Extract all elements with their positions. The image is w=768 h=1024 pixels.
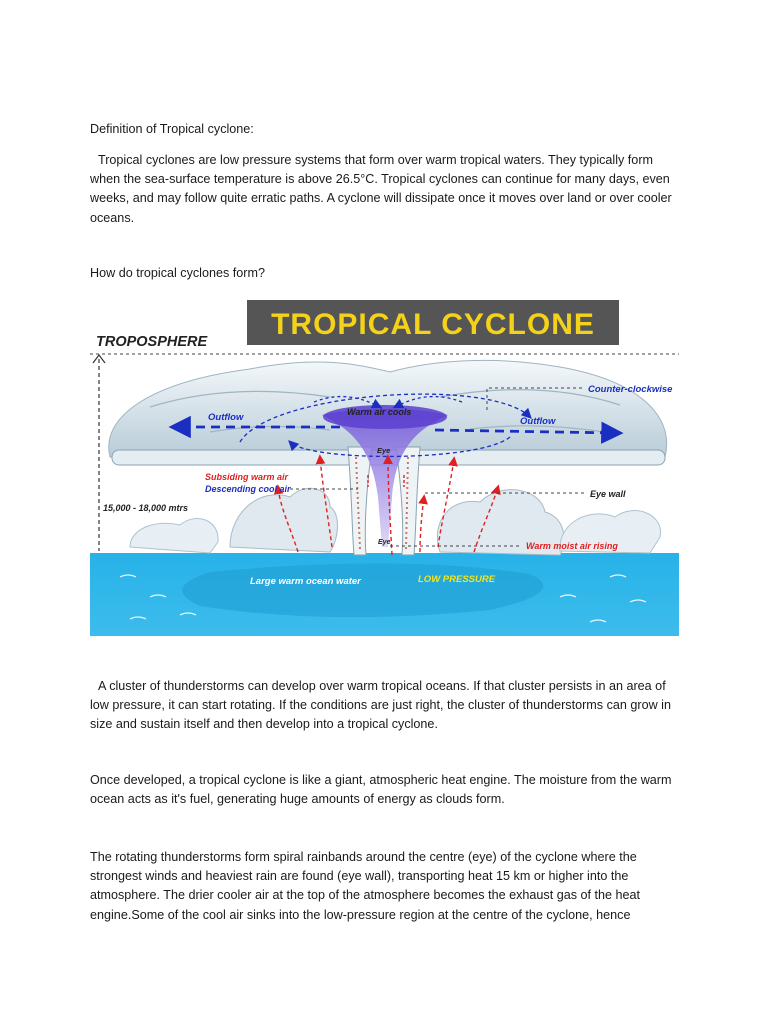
thunderstorm-paragraph: A cluster of thunderstorms can develop over warm tropical oceans. If that cluster persists in an area of low pressure, it can start rotating. If the conditions are just right, the cluster of thunderstorms can grow in size and sustain itself and then develop into a tropical cyclone.: [90, 679, 671, 732]
troposphere-label: TROPOSPHERE: [96, 334, 208, 350]
outflow-right-label: Outflow: [520, 416, 556, 427]
definition-paragraph: Tropical cyclones are low pressure systems that form over warm tropical waters. They typically form when the sea-surface temperature is above 26.5°C. Tropical cyclones can continue for many days, even weeks, and may follow quite erratic paths. A cyclone will dissipate once it moves over land or over cooler oceans.: [90, 153, 672, 225]
ocean-shadow: [182, 563, 543, 617]
rainbands-paragraph: The rotating thunderstorms form spiral rainbands around the centre (eye) of the cyclone where the strongest winds and heaviest rain are found (eye wall), transporting heat 15 km or higher into the atmosphere. The drier cooler air at the top of the atmosphere becomes the exhaust gas of the heat engine.Some of the cool air sinks into the low-pressure region at the centre of the cyclone, hence: [90, 850, 641, 922]
eye-wall-label: Eye wall: [590, 489, 626, 499]
low-pressure-label: LOW PRESSURE: [418, 574, 496, 585]
counter-clockwise-label: Counter-clockwise: [588, 384, 673, 395]
warm-moist-label: Warm moist air rising: [526, 541, 618, 551]
eye-bottom-label: Eye: [378, 539, 391, 546]
height-label: 15,000 - 18,000 mtrs: [103, 503, 189, 513]
heat-engine-paragraph: Once developed, a tropical cyclone is like a giant, atmospheric heat engine. The moisture from the warm ocean acts as it's fuel, generating huge amounts of energy as clouds form.: [90, 773, 672, 807]
outflow-left-label: Outflow: [208, 412, 244, 423]
subsiding-label: Subsiding warm air: [205, 472, 289, 482]
tropical-cyclone-diagram: [90, 297, 679, 636]
diagram-title: TROPICAL CYCLONE: [271, 308, 595, 341]
formation-heading: How do tropical cyclones form?: [90, 266, 265, 280]
warm-air-cools-label: Warm air cools: [347, 407, 412, 417]
definition-heading: Definition of Tropical cyclone:: [90, 122, 254, 136]
ocean-label: Large warm ocean water: [250, 576, 361, 587]
small-cloud-left: [130, 519, 218, 553]
side-cloud-left: [230, 488, 338, 552]
eye-top-label: Eye: [377, 446, 391, 455]
cyclone-illustration: [90, 297, 679, 636]
descending-label: Descending cool air: [205, 484, 291, 494]
